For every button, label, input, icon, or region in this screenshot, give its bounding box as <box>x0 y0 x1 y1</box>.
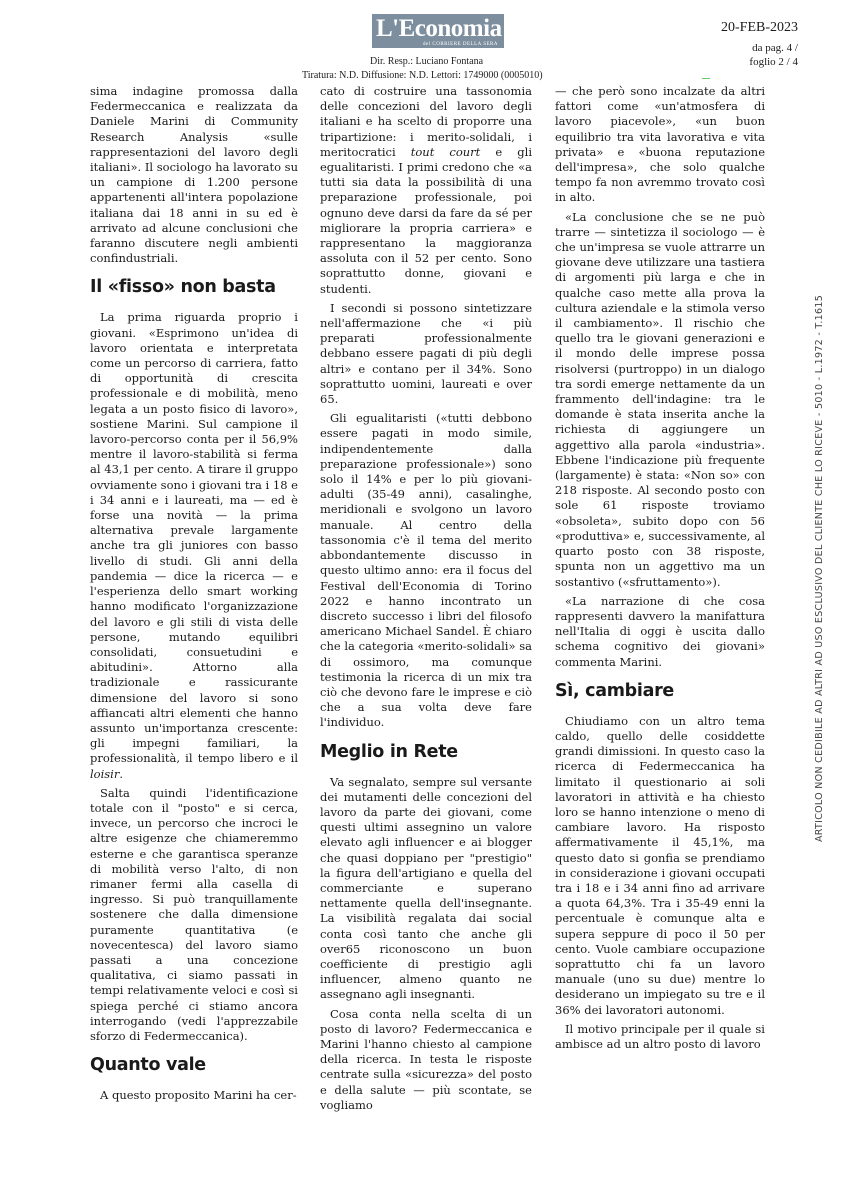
article-column-1 <box>90 84 298 1107</box>
paragraph: Il motivo principale per il quale si ambisce ad un altro posto di lavoro <box>555 1021 765 1051</box>
director-line: Dir. Resp.: Luciano Fontana <box>370 56 484 67</box>
paragraph: Gli egualitaristi («tutti debbono essere pagati in modo simile, indipendentemente dalla preparazione professionale») sono solo il 14% e per lo più giovani-adulti (35-49 anni), casalinghe, meridionali e svolgono un lavoro manuale. Al centro della tassonomia c'è il tema del merito abbondantemente discusso in questo ultimo anno: era il focus del Festival dell'Economia di Torino 2022 e hanno incontrato un discreto successo i libri del filosofo americano Michael Sandel. È chiaro che la categoria «merito-solidali» sa di ossimoro, ma comunque testimonia la ricerca di un mix tra ciò che devono fare le imprese e ciò che a sua volta deve fare l'individuo. <box>320 411 532 730</box>
issue-date: 20-FEB-2023 <box>721 20 798 35</box>
paragraph: La prima riguarda proprio i giovani. «Esprimono un'idea di lavoro orientata e interpretata come un percorso di carriera, fatto di opportunità di crescita professionale e di mobilità, meno legata a un posto fisico di lavoro», sostiene Marini. Sul campione il lavoro-percorso conta per il 56,9% mentre il lavoro-stabilità si ferma al 43,1 per cento. A tirare il gruppo ovviamente sono i giovani tra i 18 e i 34 anni e i laureati, ma — ed è forse una novità — la prima alternativa prevale largamente anche tra gli juniores con basso livello di studi. Gli anni della pandemia — dice la ricerca — e l'esperienza dello smart working hanno modificato l'organizzazione del lavoro e gli stili di vista delle persone, mutando equilibri consolidati, consuetudini e abitudini». Attorno alla tradizionale e rassicurante dimensione del lavoro si sono affiancati altri elementi che hanno assunto un'importanza crescente: gli impegni familiari, la professionalità, il tempo libero e il loisir. <box>90 310 298 781</box>
logo-main: L'Economia <box>376 15 502 42</box>
paragraph: — che però sono incalzate da altri fattori come «un'atmosfera di lavoro piacevole», «un buon equilibrio tra vita lavorativa e vita privata» e «buona reputazione dell'impresa», che solo qualche tempo fa non avremmo trovato così in alto. <box>555 84 765 205</box>
paragraph: «La conclusione che se ne può trarre — sintetizza il sociologo — è che un'impresa se vuole attrarre un giovane deve utilizzare una tastiera di argomenti più larga e che in qualche caso mette alla prova la cultura aziendale e la stimola verso il cambiamento». Il rischio che quello tra le giovani generazioni e il mondo delle imprese possa risolversi (purtroppo) in un dialogo tra sordi emerge nettamente da un frammento dell'indagine: tra le domande è stata inserita anche la richiesta di aggiungere un aggettivo alla parola «industria». Ebbene l'indicazione più frequente (largamente) è stata: «Non so» con 218 risposte. Al secondo posto con sole 61 risposte troviamo «obsoleta», subito dopo con 56 «produttiva» e, successivamente, al quarto posto con 38 risposte, spunta non un aggettivo ma un sostantivo («sfruttamento»). <box>555 209 765 589</box>
article-column-2 <box>320 84 532 1117</box>
paragraph: A questo proposito Marini ha cer- <box>100 1088 297 1103</box>
paragraph: «La narrazione di che cosa rappresenti davvero la manifattura nell'Italia di oggi è uscita dallo schema cognitivo dei giovani» commenta Marini. <box>555 593 765 669</box>
section-heading: Il «fisso» non basta <box>90 277 276 298</box>
paragraph: Salta quindi l'identificazione totale con il "posto" e si cerca, invece, un percorso che incroci le altre esigenze che chiameremmo esterne e che garantisca speranze di mobilità verso l'alto, di non rimaner fermi alla casella di ingresso. Si può tranquillamente sostenere che dalla dimensione puramente quantitativa (e novecentesca) del lavoro siamo passati a una concezione qualitativa, ci siamo passati in tempi relativamente veloci e così si spiega perché ci stiamo ancora interrogando (vedi l'apprezzabile sforzo di Federmeccanica). <box>90 785 298 1043</box>
divider-mark <box>702 78 710 79</box>
circulation-line: Tiratura: N.D. Diffusione: N.D. Lettori: 1749000 (0005010) <box>302 70 543 81</box>
section-heading: Quanto vale <box>90 1055 206 1076</box>
article-column-3 <box>555 84 765 1056</box>
masthead-logo <box>372 14 504 48</box>
paragraph: sima indagine promossa dalla Federmeccanica e realizzata da Daniele Marini di Community Research Analysis «sulle rappresentazioni del lavoro degli italiani». Il sociologo ha lavorato su un campione di 1.200 persone appartenenti all'intera popolazione italiana dai 18 anni in su ed è arrivato ad alcune conclusioni che faranno discutere negli ambienti confindustriali. <box>90 84 298 266</box>
paragraph: Cosa conta nella scelta di un posto di lavoro? Federmeccanica e Marini l'hanno chiesto al campione della ricerca. In testa le risposte centrate sulla «sicurezza» del posto e della salute — più scontate, se vogliamo <box>320 1006 532 1112</box>
paragraph: I secondi si possono sintetizzare nell'affermazione che «i più preparati professionalmente debbano essere pagati di più degli altri» e contano per il 34%. Sono soprattutto uomini, laureati e over 65. <box>320 300 532 407</box>
page-from: da pag. 4 / <box>752 42 798 54</box>
sheet-number: foglio 2 / 4 <box>749 56 798 68</box>
logo-sub: del CORRIERE DELLA SERA <box>423 42 498 47</box>
paragraph: Chiudiamo con un altro tema caldo, quello delle cosiddette grandi dimissioni. In questo caso la ricerca di Federmeccanica ha limitato il questionario ai soli lavoratori in attività e ha chiesto loro se hanno intenzione o meno di cambiare lavoro. Ha risposto affermativamente il 45,1%, ma questo dato si gonfia se prendiamo in considerazione i giovani occupati tra i 18 e i 34 anni fino ad arrivare a quota 64,3%. Tra i 35-49 enni la percentuale è comunque alta e supera seppure di poco il 50 per cento. Vuole cambiare occupazione soprattutto chi fa un lavoro manuale (uno su due) mentre lo desiderano un impiegato su tre e il 36% dei lavoratori autonomi. <box>555 713 765 1017</box>
paragraph: Va segnalato, sempre sul versante dei mutamenti delle concezioni del lavoro da parte dei giovani, come questi ultimi assegnino un valore elevato agli influencer e ai blogger che quasi doppiano per "prestigio" la figura dell'artigiano e quella del commerciante e superano nettamente quella dell'insegnante. La visibilità regalata dai social conta così tanto che anche gli over65 riconoscono un buon coefficiente di prestigio agli influencer, almeno quanto ne assegnano agli insegnanti. <box>320 774 532 1002</box>
paragraph: cato di costruire una tassonomia delle concezioni del lavoro degli italiani e ha scelto di proporre una tripartizione: i merito-solidali, i meritocratici tout court e gli egualitaristi. I primi credono che «a tutti sia data la possibilità di una preparazione professionale, poi ognuno deve darsi da fare da sé per migliorare la propria carriera» e rappresentano la maggioranza assoluta con il 52 per cento. Sono soprattutto donne, giovani e studenti. <box>320 84 533 296</box>
section-heading: Meglio in Rete <box>320 741 458 762</box>
section-heading: Sì, cambiare <box>555 680 674 701</box>
side-note: ARTICOLO NON CEDIBILE AD ALTRI AD USO ESCLUSIVO DEL CLIENTE CHE LO RICEVE - 5010 - L.1972 - T.1615 <box>814 294 825 842</box>
